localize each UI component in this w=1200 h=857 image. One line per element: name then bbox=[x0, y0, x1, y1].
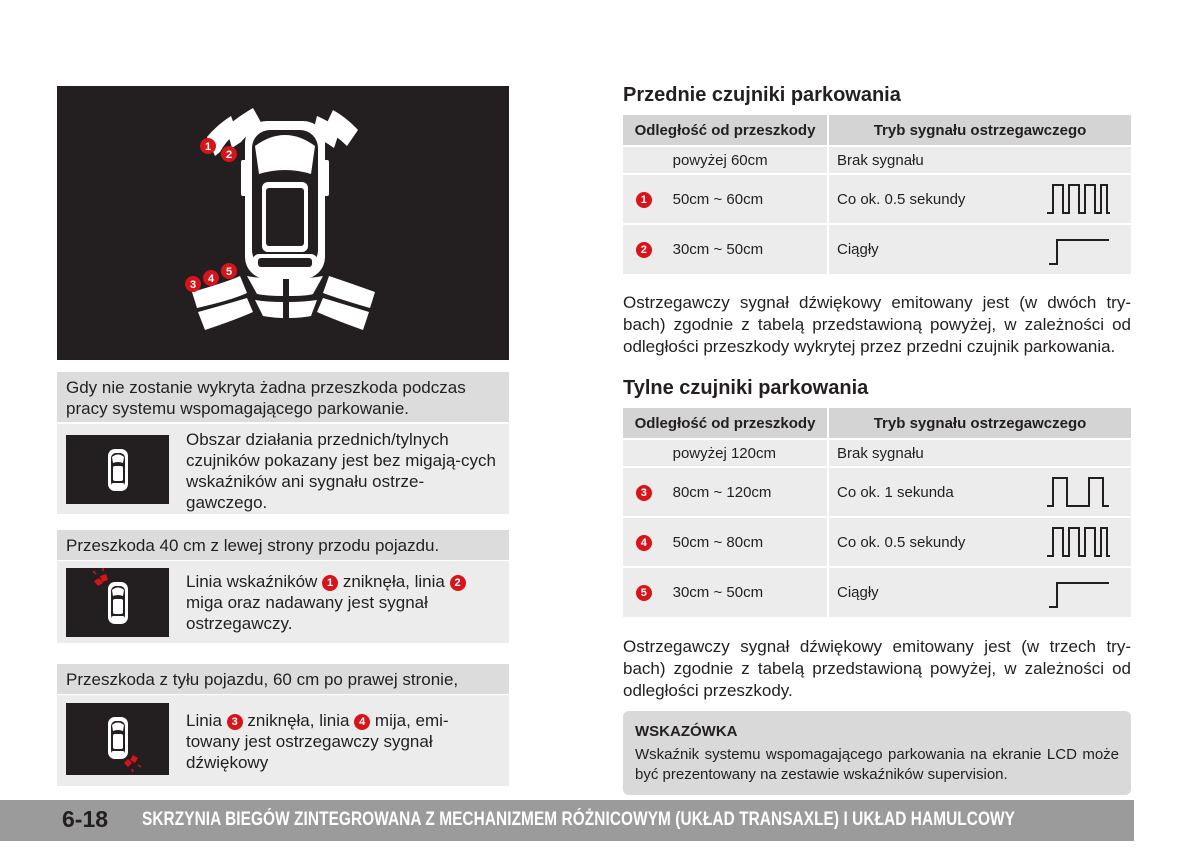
front-table-row-mode: Co ok. 0.5 sekundy bbox=[837, 190, 966, 208]
front-table-row bbox=[623, 146, 1131, 174]
case-front-left-text-c: miga oraz nadawany jest sygnał ostrzegawczy. bbox=[186, 593, 428, 633]
front-table-row-mode: Brak sygnału bbox=[837, 151, 924, 169]
front-sensors-title: Przednie czujniki parkowania bbox=[623, 84, 901, 106]
marker-group bbox=[185, 138, 237, 292]
rear-table-row-mode: Ciągły bbox=[837, 584, 879, 601]
signal-continuous-icon bbox=[1045, 577, 1111, 609]
rear-table-row bbox=[623, 467, 1131, 517]
marker-badge-5: 5 bbox=[636, 585, 652, 601]
front-table-row-mode-cell bbox=[828, 224, 1131, 274]
rear-col-distance: Odległość od przeszkody bbox=[623, 408, 828, 439]
signal-fast-pulse-icon bbox=[1045, 526, 1111, 558]
marker-badge-4: 4 bbox=[636, 535, 652, 551]
case-no-obstacle-heading: Gdy nie zostanie wykryta żadna przeszkoda podczas pracy systemu wspomagającego parkowanie. bbox=[57, 372, 509, 422]
case-rear-right-body bbox=[57, 695, 509, 786]
car-thumbnail-rear-warning bbox=[66, 703, 169, 775]
rear-signal-table bbox=[623, 408, 1131, 617]
tip-text: Wskaźnik systemu wspomagającego parkowania na ekranie LCD może być prezentowany na zestawie wskaźników supervision. bbox=[635, 746, 1119, 783]
front-table-row-mode: Ciągły bbox=[837, 241, 879, 258]
front-table-row-distance: powyżej 60cm bbox=[665, 146, 828, 174]
rear-table-row-mode: Brak sygnału bbox=[837, 444, 924, 462]
rear-table-row-mode-cell bbox=[828, 467, 1131, 517]
rear-table-row-marker-cell bbox=[623, 439, 665, 467]
car-top-view bbox=[241, 121, 329, 279]
front-table-row-marker-cell bbox=[623, 174, 665, 224]
marker-4: 4 bbox=[207, 273, 215, 285]
rear-table-row-marker-cell bbox=[623, 467, 665, 517]
rear-table-row-distance: powyżej 120cm bbox=[665, 439, 828, 467]
rear-table-row-mode: Co ok. 1 sekunda bbox=[837, 483, 954, 501]
case-front-left-text-b: zniknęła, linia bbox=[342, 572, 445, 591]
case-front-left-body bbox=[57, 561, 509, 643]
rear-table-row-marker-cell bbox=[623, 567, 665, 617]
front-table-row bbox=[623, 174, 1131, 224]
tip-box bbox=[623, 711, 1131, 795]
marker-3: 3 bbox=[189, 279, 197, 291]
front-col-distance: Odległość od przeszkody bbox=[623, 115, 828, 146]
rear-sensor-arcs bbox=[189, 276, 375, 330]
marker-2: 2 bbox=[225, 149, 233, 161]
page-number: 6-18 bbox=[62, 806, 109, 832]
marker-badge-2: 2 bbox=[450, 575, 466, 591]
marker-badge-1: 1 bbox=[636, 192, 652, 208]
marker-5: 5 bbox=[225, 266, 233, 278]
rear-table-row-mode-cell bbox=[828, 517, 1131, 567]
case-front-left-text-a: Linia wskaźników bbox=[186, 572, 318, 591]
marker-badge-2: 2 bbox=[636, 242, 652, 258]
marker-badge-3: 3 bbox=[227, 714, 243, 730]
rear-table-row-mode-cell bbox=[828, 567, 1131, 617]
rear-table-row-distance: 50cm ~ 80cm bbox=[665, 517, 828, 567]
tip-title: WSKAZÓWKA bbox=[635, 723, 738, 740]
rear-table-row-mode-cell bbox=[828, 439, 1131, 467]
case-rear-right-text-a: Linia bbox=[186, 711, 222, 730]
rear-paragraph: Ostrzegawczy sygnał dźwiękowy emitowany jest (w trzech try-bach) zgodnie z tabelą przedstawioną powyżej, w zależności od odległości przeszkody. bbox=[623, 637, 1131, 700]
front-table-row-marker-cell bbox=[623, 146, 665, 174]
front-table-row-distance: 30cm ~ 50cm bbox=[665, 224, 828, 274]
case-front-left-description bbox=[186, 571, 496, 634]
marker-1: 1 bbox=[204, 141, 212, 153]
front-col-mode: Tryb sygnału ostrzegawczego bbox=[828, 115, 1131, 146]
front-table-row bbox=[623, 224, 1131, 274]
car-thumbnail-front-warning bbox=[66, 568, 169, 637]
rear-sensors-title: Tylne czujniki parkowania bbox=[623, 377, 869, 399]
rear-table-row bbox=[623, 439, 1131, 467]
rear-table-row bbox=[623, 567, 1131, 617]
case-no-obstacle-body bbox=[57, 424, 509, 514]
rear-table-row-distance: 30cm ~ 50cm bbox=[665, 567, 828, 617]
rear-table-row-marker-cell bbox=[623, 517, 665, 567]
front-table-row-marker-cell bbox=[623, 224, 665, 274]
rear-table-row-distance: 80cm ~ 120cm bbox=[665, 467, 828, 517]
case-front-left-heading: Przeszkoda 40 cm z lewej strony przodu pojazdu. bbox=[57, 530, 509, 560]
signal-fast-pulse-icon bbox=[1045, 183, 1111, 215]
signal-continuous-icon bbox=[1045, 234, 1111, 266]
signal-slow-pulse-icon bbox=[1045, 476, 1111, 508]
marker-badge-3: 3 bbox=[636, 485, 652, 501]
front-table-row-mode-cell bbox=[828, 174, 1131, 224]
rear-table-row bbox=[623, 517, 1131, 567]
case-rear-right-text-c: mija, emi-towany jest ostrzegawczy sygnał dźwiękowy bbox=[186, 711, 449, 772]
front-table-row-mode-cell bbox=[828, 146, 1131, 174]
case-no-obstacle-description: Obszar działania przednich/tylnych czujników pokazany jest bez migają-cych wskaźników ani sygnału ostrze-gawczego. bbox=[186, 430, 496, 512]
rear-table-row-mode: Co ok. 0.5 sekundy bbox=[837, 533, 966, 551]
chapter-title: SKRZYNIA BIEGÓW ZINTEGROWANA Z MECHANIZMEM RÓŻNICOWYM (UKŁAD TRANSAXLE) I UKŁAD HAMULCOWY bbox=[142, 809, 1015, 830]
front-paragraph: Ostrzegawczy sygnał dźwiękowy emitowany jest (w dwóch try-bach) zgodnie z tabelą przedstawioną powyżej, w zależności od odległości przeszkody wykrytej przez przedni czujnik parkowania. bbox=[623, 293, 1131, 356]
page-footer bbox=[0, 800, 1134, 841]
car-thumbnail bbox=[66, 435, 169, 504]
rear-col-mode: Tryb sygnału ostrzegawczego bbox=[828, 408, 1131, 439]
case-rear-right-heading: Przeszkoda z tyłu pojazdu, 60 cm po prawej stronie, bbox=[57, 664, 509, 694]
marker-badge-1: 1 bbox=[322, 575, 338, 591]
front-table-row-distance: 50cm ~ 60cm bbox=[665, 174, 828, 224]
parking-sensor-illustration bbox=[57, 86, 509, 360]
case-rear-right-text-b: zniknęła, linia bbox=[247, 711, 350, 730]
case-rear-right-description bbox=[186, 710, 496, 773]
front-signal-table bbox=[623, 115, 1131, 274]
marker-badge-4: 4 bbox=[354, 714, 370, 730]
